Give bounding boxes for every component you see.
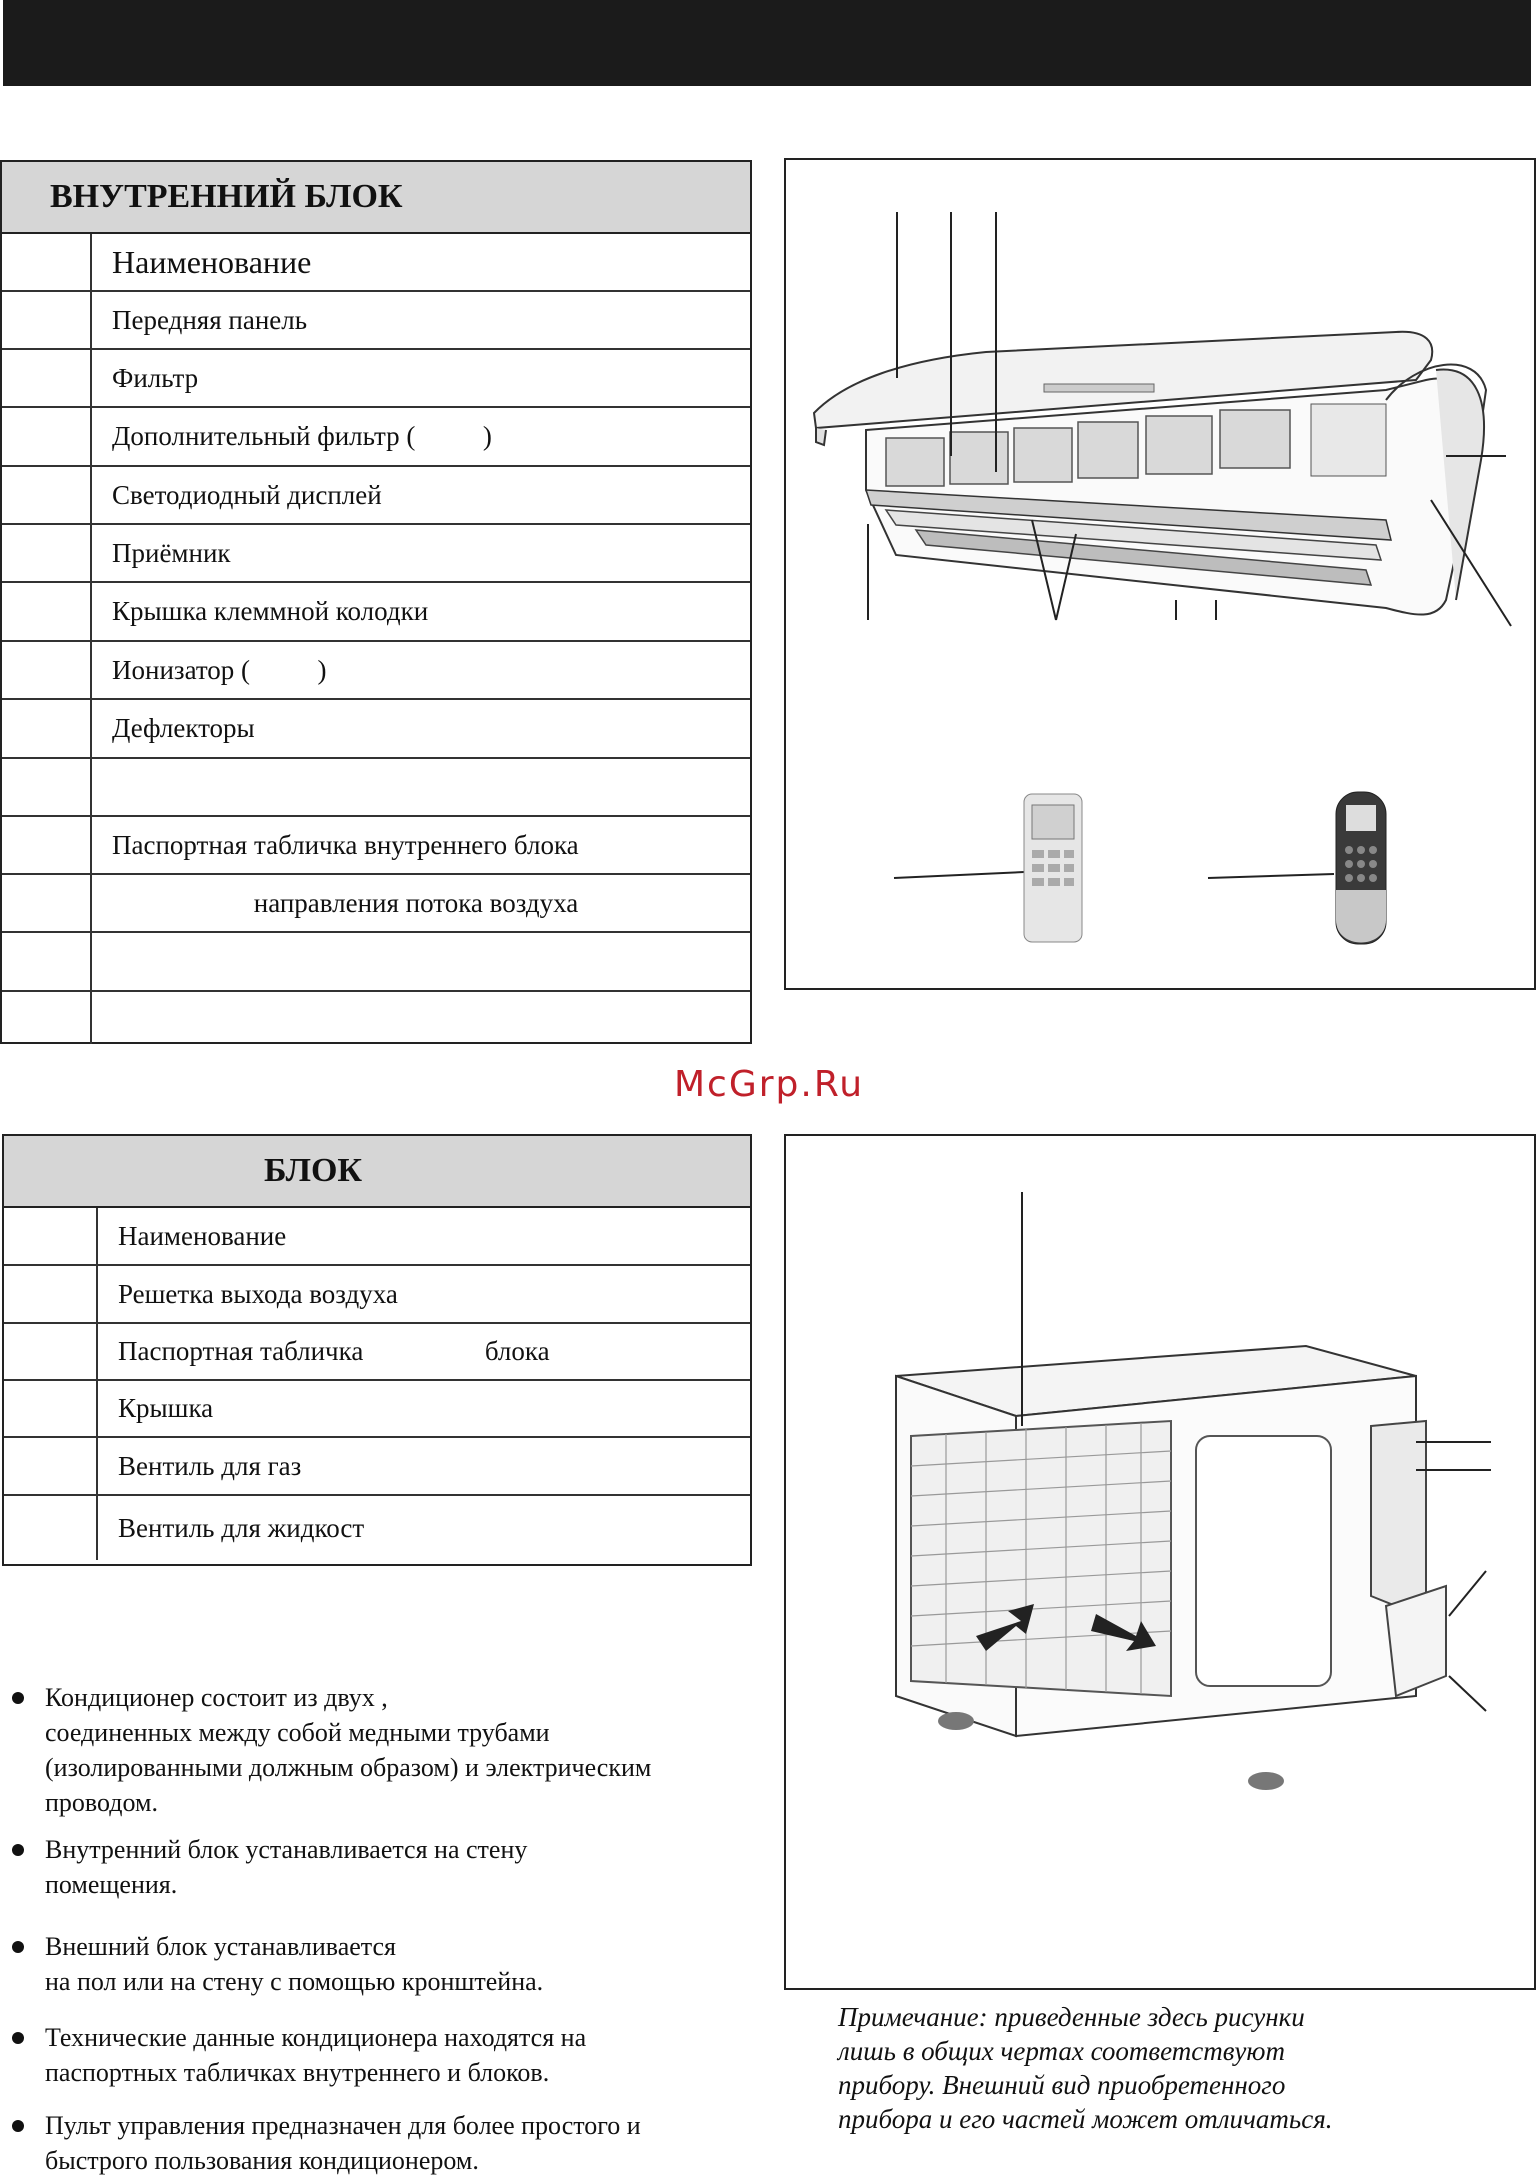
bullet-icon xyxy=(12,1692,24,1704)
note-item xyxy=(12,2020,586,2090)
table-row xyxy=(2,992,750,1044)
watermark: McGrp.Ru xyxy=(674,1064,865,1105)
table-name-cell: Вентиль для жидкост xyxy=(118,1512,365,1543)
note-text: Пульт управления предназначен для более простого и быстрого пользования кондиционером. xyxy=(45,2111,641,2175)
table-num-cell xyxy=(2,933,92,990)
outdoor-unit-table xyxy=(2,1134,752,1566)
note-item xyxy=(12,2108,641,2178)
bullet-icon xyxy=(12,2120,24,2132)
table-name-cell: Крышка клеммной колодки xyxy=(112,596,429,626)
remark-note: Примечание: приведенные здесь рисунки лишь в общих чертах соответствуют прибору. Внешний вид приобретенного прибора и его частей может отличаться. xyxy=(838,2002,1333,2134)
outdoor-illustration-panel xyxy=(784,1134,1536,1990)
table-num-cell xyxy=(4,1324,98,1379)
table-num-cell xyxy=(2,700,92,757)
table-name-cell: Паспортная табличка блока xyxy=(118,1336,550,1366)
table-row xyxy=(4,1324,750,1381)
table-name-cell: Ионизатор ( ) xyxy=(112,654,327,685)
table-num-cell xyxy=(2,467,92,523)
outdoor-table-header-row xyxy=(4,1208,750,1266)
table-row xyxy=(2,525,750,583)
table-num-cell xyxy=(2,817,92,873)
table-num-cell xyxy=(2,292,92,348)
table-row xyxy=(2,408,750,467)
table-name-cell: Светодиодный дисплей xyxy=(112,479,382,510)
table-row xyxy=(2,700,750,759)
table-num-cell xyxy=(2,583,92,640)
note-item xyxy=(12,1680,651,1820)
outdoor-table-title xyxy=(4,1136,750,1208)
table-num-cell xyxy=(2,875,92,931)
table-num-cell xyxy=(2,350,92,406)
table-row xyxy=(2,875,750,933)
table-name-cell: Дефлекторы xyxy=(112,713,255,743)
table-name-cell xyxy=(92,759,112,815)
remote-control-1-icon xyxy=(1024,794,1082,942)
table-num-cell xyxy=(4,1496,98,1560)
table-num-cell xyxy=(4,1381,98,1436)
bullet-icon xyxy=(12,2032,24,2044)
table-row xyxy=(2,642,750,700)
note-text: Кондиционер состоит из двух , соединенных между собой медными трубами (изолированными должным образом) и электрическим проводом. xyxy=(45,1683,652,1817)
table-row xyxy=(2,933,750,992)
indoor-table-title xyxy=(2,162,750,234)
indoor-unit-illustration xyxy=(786,160,1534,988)
table-num-cell xyxy=(2,525,92,581)
indoor-table-header-row xyxy=(2,234,750,292)
table-name-cell: Фильтр xyxy=(112,362,199,393)
table-name-cell: Передняя панель xyxy=(112,304,308,335)
table-num-cell xyxy=(4,1208,98,1264)
table-row xyxy=(2,467,750,525)
note-item xyxy=(12,1929,543,1999)
table-num-cell xyxy=(4,1266,98,1322)
outdoor-table-header-label: Наименование xyxy=(118,1220,287,1251)
table-num-cell xyxy=(2,234,92,290)
indoor-table-header-label: Наименование xyxy=(112,243,312,280)
table-num-cell xyxy=(2,642,92,698)
table-name-cell: Приёмник xyxy=(112,537,231,568)
table-row xyxy=(2,583,750,642)
note-item xyxy=(12,1832,527,1902)
table-row xyxy=(2,292,750,350)
indoor-table-title-text: ВНУТРЕННИЙ БЛОК xyxy=(50,178,403,215)
bullet-icon xyxy=(12,1844,24,1856)
table-name-cell: направления потока воздуха xyxy=(112,887,579,918)
remote-control-2-icon xyxy=(1336,792,1386,944)
table-num-cell xyxy=(2,408,92,465)
table-num-cell xyxy=(2,992,92,1044)
table-row xyxy=(2,350,750,408)
table-name-cell: Дополнительный фильтр ( ) xyxy=(112,421,492,451)
table-row xyxy=(2,759,750,817)
bullet-icon xyxy=(12,1941,24,1953)
note-text: Технические данные кондиционера находятся на паспортных табличках внутреннего и блоков. xyxy=(45,2023,587,2087)
table-name-cell: Паспортная табличка внутреннего блока xyxy=(112,829,579,860)
outdoor-table-title-text: БЛОК xyxy=(264,1152,363,1189)
table-name-cell: Решетка выхода воздуха xyxy=(118,1278,398,1309)
note-text: Внутренний блок устанавливается на стену помещения. xyxy=(45,1835,528,1899)
table-row xyxy=(2,817,750,875)
table-name-cell xyxy=(92,933,112,990)
table-row xyxy=(4,1381,750,1438)
fan-grille-icon xyxy=(911,1421,1171,1696)
table-num-cell xyxy=(2,759,92,815)
note-text: Внешний блок устанавливается на пол или на стену с помощью кронштейна. xyxy=(45,1932,544,1996)
table-name-cell: Крышка xyxy=(118,1393,214,1423)
table-row xyxy=(4,1496,750,1560)
table-name-cell xyxy=(92,992,112,1044)
table-row xyxy=(4,1266,750,1324)
table-row xyxy=(4,1438,750,1496)
header-bar xyxy=(3,0,1531,86)
indoor-illustration-panel xyxy=(784,158,1536,990)
indoor-unit-table xyxy=(0,160,752,1044)
table-name-cell: Вентиль для газ xyxy=(118,1450,302,1481)
outdoor-unit-illustration xyxy=(786,1136,1534,1988)
table-num-cell xyxy=(4,1438,98,1494)
